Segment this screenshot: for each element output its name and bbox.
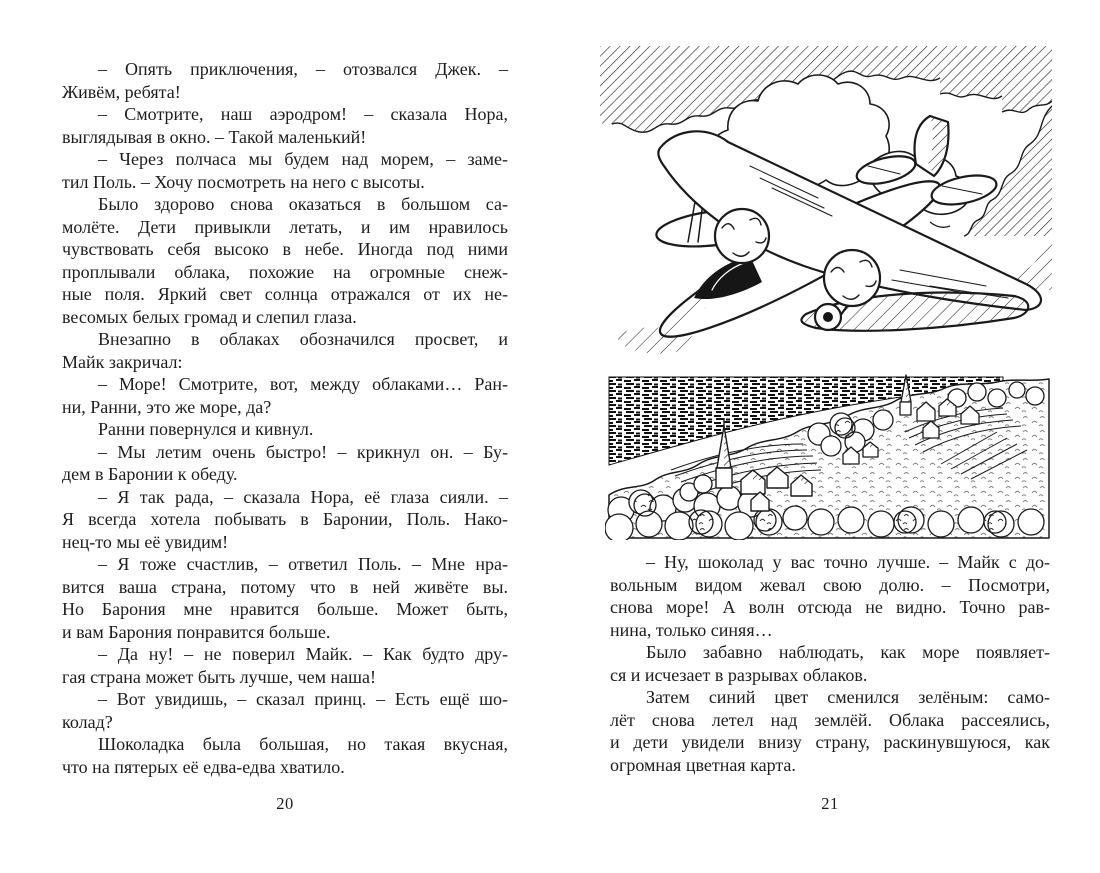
page-number-left: 20: [276, 794, 294, 813]
aerial-coast-landscape-drawing: [605, 372, 1052, 540]
text-line: дем в Баронии к обеду.: [62, 464, 238, 484]
text-line: – Я тоже счастлив, – ответил Поль. – Мне нра-: [98, 554, 508, 574]
text-line: Затем синий цвет сменился зелёным: само-: [646, 687, 1050, 707]
text-line: Живём, ребята!: [62, 81, 181, 102]
text-line: – Мы летим очень быстро! – крикнул он. – Бу-: [98, 441, 508, 462]
text-line: Я всегда хотела побывать в Баронии, Поль. Нако-: [62, 509, 508, 529]
text-line: Было забавно наблюдать, как море появляет-: [646, 642, 1050, 662]
text-line: проплывали облака, похожие на огромные снеж-: [62, 261, 508, 282]
text-line: лёт снова летел над землёй. Облака рассеялись,: [610, 709, 1050, 730]
text-line: молёте. Дети привыкли летать, и им нравилось: [62, 216, 508, 237]
text-line: Ранни повернулся и кивнул.: [98, 419, 314, 439]
engine-nacelle-rear: [824, 250, 880, 306]
page-number-right: 21: [821, 794, 839, 813]
engine-nacelle-front: [715, 209, 769, 263]
right-page-text-column: [610, 551, 1050, 776]
text-line: ся и исчезает в разрывах облаков.: [610, 664, 868, 685]
text-line: чувствовать себя высоко в небе. Иногда под ними: [62, 239, 508, 259]
text-line: – Через полчаса мы будем над морем, – заме-: [98, 149, 508, 169]
text-line: Но Барония мне нравится больше. Может быть,: [62, 599, 508, 619]
text-line: – Море! Смотрите, вот, между облаками… Ран-: [98, 374, 508, 394]
left-page-text-column: [62, 58, 508, 778]
text-line: Было здорово снова оказаться в большом са-: [98, 194, 508, 214]
text-line: Майк закричал:: [62, 351, 183, 372]
text-line: и дети увидели внизу страну, раскинувшуюся, как: [610, 732, 1050, 752]
text-line: – Опять приключения, – отозвался Джек. –: [98, 59, 508, 79]
text-line: нина, только синяя…: [610, 619, 773, 640]
text-line: – Смотрите, наш аэродром! – сказала Нора,: [98, 104, 508, 124]
text-line: – Вот увидишь, – сказал принц. – Есть ещё шо-: [98, 689, 508, 709]
text-line: вольным видом жевал свою долю. – Посмотри,: [610, 574, 1050, 595]
text-line: – Да ну! – не поверил Майк. – Как будто дру-: [98, 644, 508, 664]
landscape-illustration: [605, 372, 1052, 540]
text-line: нец-то мы её увидим!: [62, 531, 229, 552]
text-line: ные поля. Яркий свет солнца отражался от их не-: [62, 284, 508, 304]
text-line: весомых белых громад и слепил глаза.: [62, 306, 357, 327]
text-line: – Ну, шоколад у вас точно лучше. – Майк с до-: [646, 552, 1050, 572]
text-line: выглядывая в окно. – Такой маленький!: [62, 126, 367, 147]
text-line: снова море! А волн отсюда не видно. Точно рав-: [610, 597, 1050, 617]
text-line: колад?: [62, 711, 113, 732]
text-line: и вам Барония понравится больше.: [62, 621, 331, 642]
text-line: тил Поль. – Хочу посмотреть на него с высоты.: [62, 171, 425, 192]
text-line: – Я так рада, – сказала Нора, её глаза сияли. –: [98, 486, 508, 507]
text-line: вится ваша страна, потому что в ней живёте вы.: [62, 576, 508, 597]
airplane-among-clouds-drawing: [600, 46, 1052, 362]
text-line: ни, Ранни, это же море, да?: [62, 396, 272, 417]
text-line: огромная цветная карта.: [610, 754, 796, 775]
text-line: гая страна может быть лучше, чем наша!: [62, 666, 376, 687]
airplane-illustration: [600, 46, 1052, 362]
text-line: Шоколадка была большая, но такая вкусная,: [98, 734, 508, 754]
text-line: что на пятерых её едва-едва хватило.: [62, 756, 345, 777]
text-line: Внезапно в облаках обозначился просвет, и: [98, 329, 508, 349]
